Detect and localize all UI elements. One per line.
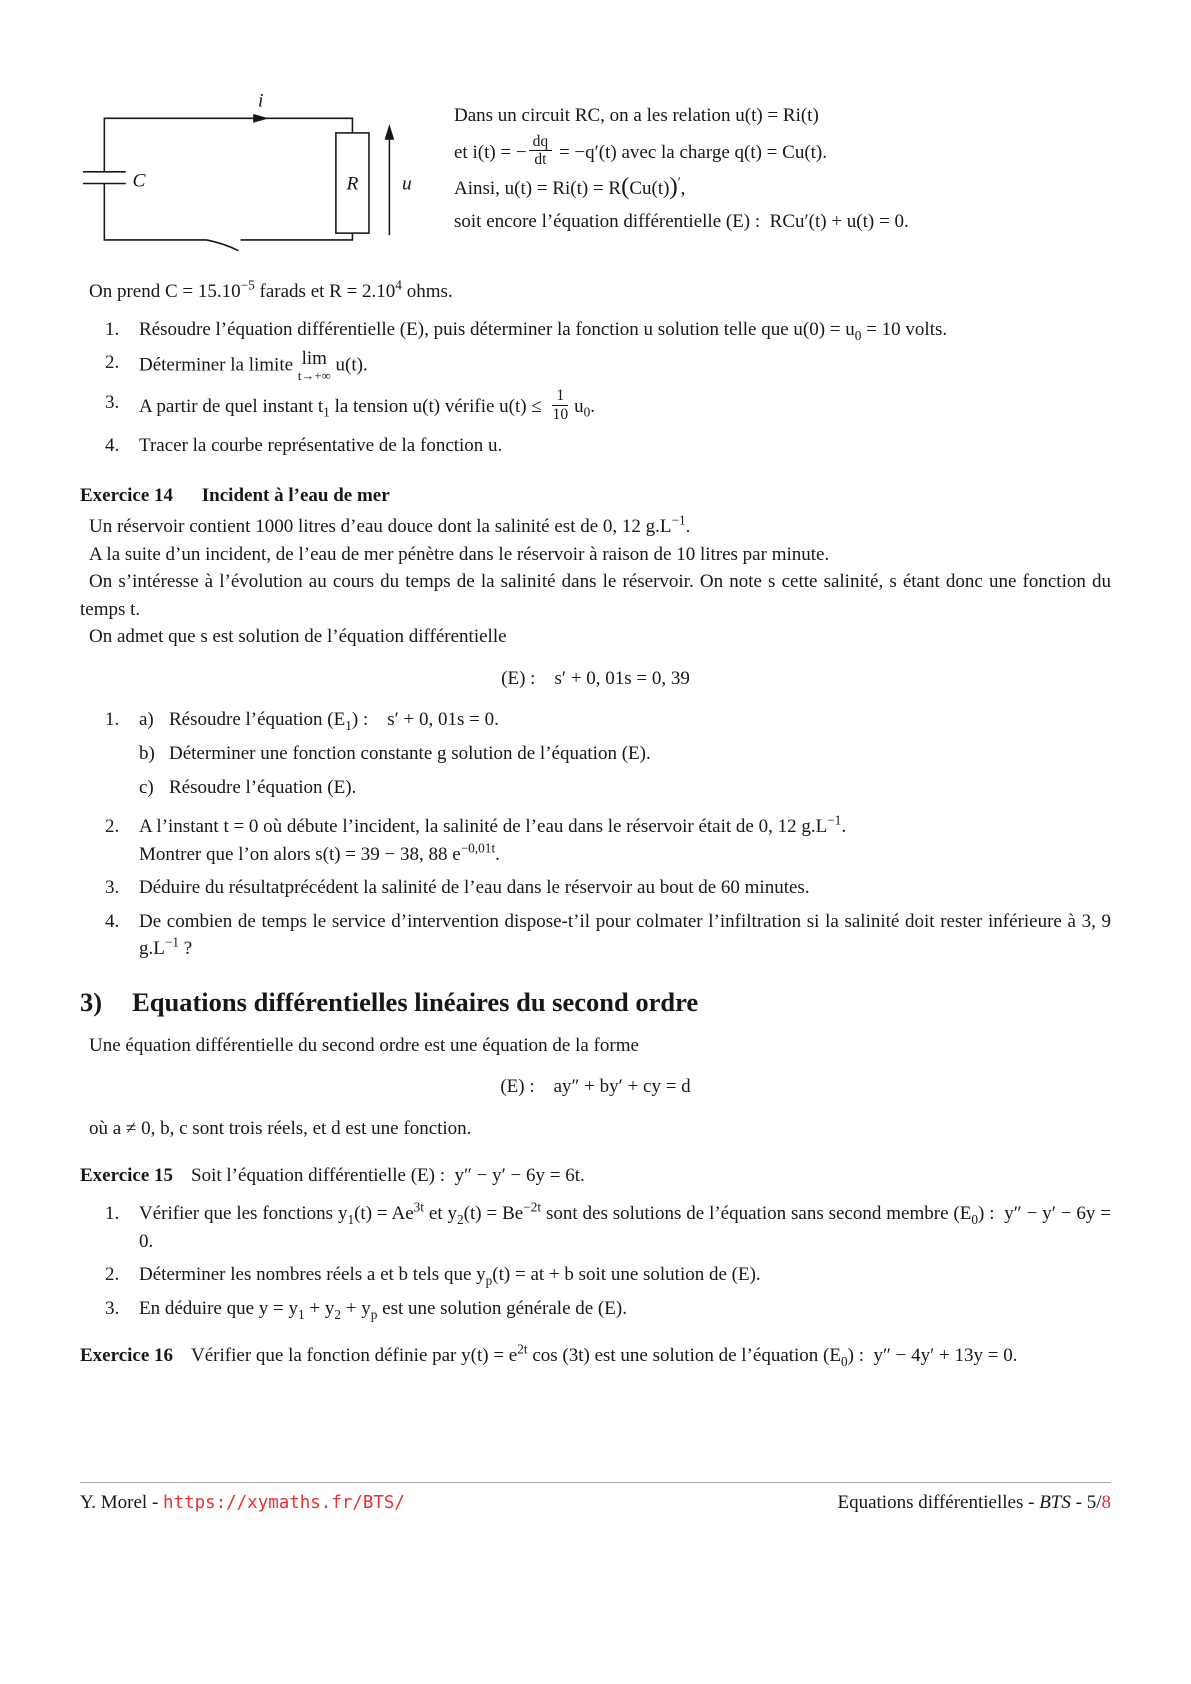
given-values: On prend $C = 15.10^{-5}$ farads et $R = 2.10^4$ ohms.	[89, 277, 453, 303]
circuit-description	[454, 94, 1111, 270]
author-name: Y. Morel -	[80, 1492, 164, 1513]
xymaths-link[interactable]: https://xymaths.fr/BTS/	[163, 1493, 405, 1513]
question-number: 3.	[105, 877, 120, 899]
footer-page-info: Equations différentielles - BTS - 5/8	[837, 1492, 1111, 1513]
top-wire	[104, 118, 352, 172]
section-3-heading	[80, 987, 1111, 1018]
sub-question-letter: a)	[139, 709, 154, 731]
ex14-question-1c	[139, 774, 1111, 802]
exercise-14-heading	[80, 482, 1111, 510]
exercise-16-text: Vérifier que la fonction définie par $y(t) = e^{2t}$ cos (3t) est une solution de l’équation $(E_0)$ : y″ − 4y′ + 13y = 0.	[191, 1341, 1018, 1370]
question-line: A l’instant t = 0 où débute l’incident, la salinité de l’eau dans le réservoir était de 0, 12 $g.L^{-1}$.	[139, 812, 847, 838]
ex14-paragraph-2: A la suite d’un incident, de l’eau de mer pénètre dans le réservoir à raison de 10 litres par minute.	[89, 543, 830, 565]
ex14-question-3	[80, 874, 1111, 902]
intro-section	[80, 94, 1111, 270]
ex14-equation: (E) : s′ + 0, 01s = 0, 39	[501, 667, 690, 689]
voltage-arrowhead	[385, 124, 395, 140]
sub-question-letter: b)	[139, 743, 155, 765]
exercise-16	[80, 1342, 1111, 1370]
capacitor-label: C	[132, 170, 146, 192]
rc-question-2	[80, 349, 1111, 383]
current-label: i	[258, 94, 264, 112]
switch-symbol	[206, 240, 238, 251]
bottom-wire-left	[104, 184, 206, 240]
sub-question-text: Déterminer une fonction constante g solution de l’équation (E).	[169, 743, 651, 765]
question-number: 1.	[105, 318, 120, 340]
question-text: Déterminer les nombres réels a et b tels que $y_p(t)$ = at + b soit une solution de (E).	[139, 1264, 761, 1288]
intro-line-4: soit encore l’équation différentielle (E) : RCu′(t) + u(t) = 0.	[454, 210, 909, 232]
question-number: 1.	[105, 709, 120, 731]
ex15-question-3	[80, 1295, 1111, 1323]
question-number: 4.	[105, 910, 120, 932]
exercise-14-title: Incident à l’eau de mer	[201, 484, 390, 506]
ex15-question-2	[80, 1261, 1111, 1289]
question-text: Résoudre l’équation différentielle (E), puis déterminer la fonction u solution telle que $u(0) = u_0 = 10$ volts.	[139, 318, 948, 343]
question-number: 2.	[105, 816, 120, 838]
rc-circuit-diagram	[80, 94, 440, 264]
question-number: 2.	[105, 1264, 120, 1286]
question-text: En déduire que $y = y_1 + y_2 + y_p$ est une solution générale de (E).	[139, 1297, 627, 1322]
intro-line-3: Ainsi, u(t) = Ri(t) = R(Cu(t))′,	[454, 173, 686, 201]
page-footer	[80, 1482, 1111, 1514]
rc-question-1	[80, 316, 1111, 344]
exercise-14-label: Exercice 14	[80, 484, 174, 506]
rc-question-list	[80, 316, 1111, 460]
question-text: A partir de quel instant $t_1$ la tension u(t) vérifie u(t) ≤ $\frac{1}{10}$ $u_0$.	[139, 387, 596, 424]
ex14-paragraph-1: Un réservoir contient 1000 litres d’eau douce dont la salinité est de 0, 12 $g.L^{-1}$.	[89, 512, 691, 538]
exercise-15-intro: Soit l’équation différentielle (E) : y″ − y′ − 6y = 6t.	[191, 1165, 585, 1187]
ex14-question-1	[80, 706, 1111, 807]
question-text: Déduire du résultatprécédent la salinité de l’eau dans le réservoir au bout de 60 minutes.	[139, 877, 810, 899]
exercise-15-label: Exercice 15	[80, 1165, 174, 1187]
section3-equation: (E) : ay″ + by′ + cy = d	[500, 1076, 691, 1098]
ex14-paragraph-3: On s’intéresse à l’évolution au cours du temps de la salinité dans le réservoir. On note s cette salinité, s étant donc une fonction du temps t.	[80, 571, 1111, 620]
section3-paragraph-1: Une équation différentielle du second ordre est une équation de la forme	[89, 1034, 639, 1056]
ex14-question-list	[80, 706, 1111, 962]
question-text: Vérifier que les fonctions $y_1(t) = Ae^{3t}$ et $y_2(t) = Be^{-2t}$ sont des solutions de l’équation sans second membre $(E_0)$ : y″ − y′ − 6y = 0.	[139, 1199, 1111, 1252]
question-number: 3.	[105, 1297, 120, 1319]
intro-line-2: et i(t) = − $\frac{dq}{dt}$ = −q′(t) avec la charge q(t) = Cu(t).	[454, 132, 828, 169]
circuit-figure	[80, 94, 440, 270]
question-number: 2.	[105, 352, 120, 374]
question-number: 1.	[105, 1203, 120, 1225]
exercise-16-label: Exercice 16	[80, 1345, 174, 1367]
bottom-wire-right	[241, 233, 353, 240]
question-text: Tracer la courbe représentative de la fonction u.	[139, 435, 503, 457]
ex14-question-4	[80, 908, 1111, 963]
question-line: Montrer que l’on alors s(t) = 39 − 38, 88 $e^{-0,01t}$.	[139, 840, 500, 865]
question-number: 4.	[105, 435, 120, 457]
ex15-question-list	[80, 1200, 1111, 1322]
ex14-paragraph-4: On admet que s est solution de l’équation différentielle	[89, 626, 507, 648]
question-number: 3.	[105, 392, 120, 414]
intro-line-1: Dans un circuit RC, on a les relation u(t) = Ri(t)	[454, 105, 819, 126]
section3-paragraph-2: où a ≠ 0, b, c sont trois réels, et d est une fonction.	[89, 1117, 472, 1139]
question-text: Déterminer la limite lim t→+∞ u(t).	[139, 348, 368, 384]
question-body	[139, 706, 1111, 807]
ex14-question-1a	[139, 706, 1111, 734]
exercise-15-heading	[80, 1162, 1111, 1190]
question-text: De combien de temps le service d’intervention dispose-t’il pour colmater l’infiltration si la salinité doit rester inférieure à 3, 9 $g.L^{-1}$ ?	[139, 910, 1111, 960]
resistor-label: R	[346, 173, 359, 195]
rc-question-4	[80, 432, 1111, 460]
ex14-question-2	[80, 813, 1111, 868]
question-body	[139, 813, 1111, 868]
section-title: Equations différentielles linéaires du second ordre	[132, 986, 699, 1017]
rc-question-3	[80, 389, 1111, 426]
voltage-label: u	[402, 173, 412, 195]
section-number: 3)	[80, 986, 103, 1017]
ex15-question-1	[80, 1200, 1111, 1255]
footer-divider	[80, 1482, 1111, 1483]
ex14-question-1b	[139, 740, 1111, 768]
sub-question-text: Résoudre l’équation (E).	[169, 776, 357, 798]
sub-question-text: Résoudre l’équation $(E_1)$ : s′ + 0, 01s = 0.	[169, 709, 499, 734]
footer-author	[80, 1492, 405, 1514]
current-arrowhead	[253, 114, 269, 123]
sub-question-letter: c)	[139, 776, 154, 798]
